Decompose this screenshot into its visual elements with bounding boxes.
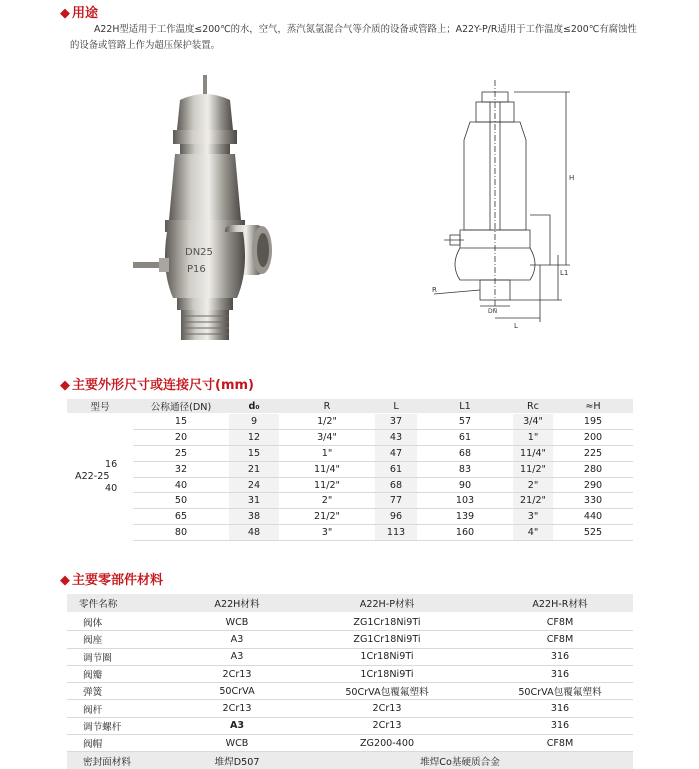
table-cell: 50: [133, 493, 229, 509]
table-cell: CF8M: [487, 613, 633, 631]
usage-text-line2: 的设备或管路上作为超压保护装置。: [70, 40, 221, 51]
table-cell: 200: [553, 429, 633, 445]
table-cell: 96: [375, 509, 417, 525]
part-name: 调节圈: [67, 648, 187, 665]
table-row: [67, 613, 633, 631]
table-cell: 525: [553, 525, 633, 541]
table-cell: 316: [487, 700, 633, 717]
table-row: [67, 477, 633, 493]
table-row: [67, 631, 633, 648]
table-row: [67, 648, 633, 665]
model-label-line3: 40: [105, 483, 118, 495]
header-r: R: [279, 399, 375, 414]
table-cell: 2Cr13: [287, 717, 487, 734]
drawing-label-dn: DN: [488, 308, 498, 315]
table-cell: 24: [229, 477, 279, 493]
table-cell: 1/2": [279, 414, 375, 430]
dimensions-section-title: [60, 374, 254, 393]
header-model: 型号: [67, 399, 133, 414]
diamond-bullet-icon: ◆: [60, 6, 70, 21]
table-cell: 48: [229, 525, 279, 541]
table-cell: 2": [513, 477, 553, 493]
table-row: [67, 414, 633, 430]
table-cell: A3: [187, 631, 287, 648]
table-cell: ZG200-400: [287, 735, 487, 752]
valve-product-photo: [125, 70, 285, 370]
photo-marking-dn: DN25: [185, 247, 213, 258]
table-cell: 195: [553, 414, 633, 430]
table-row: [67, 717, 633, 734]
table-cell: 316: [487, 648, 633, 665]
part-name: 阀帽: [67, 735, 187, 752]
table-cell: 90: [417, 477, 513, 493]
table-cell: A3: [187, 648, 287, 665]
table-cell: 47: [375, 445, 417, 461]
header-l: L: [375, 399, 417, 414]
valve-technical-drawing: [430, 80, 600, 340]
header-h: ≈H: [553, 399, 633, 414]
table-cell: 43: [375, 429, 417, 445]
diamond-bullet-icon: ◆: [60, 573, 70, 588]
table-cell: 25: [133, 445, 229, 461]
header-l1: L1: [417, 399, 513, 414]
table-cell: 440: [553, 509, 633, 525]
table-cell: 330: [553, 493, 633, 509]
table-cell: 1": [513, 429, 553, 445]
materials-table: [67, 594, 633, 769]
table-cell: 21: [229, 461, 279, 477]
table-cell: CF8M: [487, 631, 633, 648]
table-row: [67, 735, 633, 752]
table-cell: 68: [375, 477, 417, 493]
drawing-label-h: H: [569, 174, 575, 182]
table-cell: 2Cr13: [287, 700, 487, 717]
table-cell: 12: [229, 429, 279, 445]
table-cell: 61: [375, 461, 417, 477]
drawing-label-l: L: [514, 322, 518, 330]
table-cell: 160: [417, 525, 513, 541]
table-row: [67, 445, 633, 461]
header-a22h-r-material: A22H-R材料: [487, 594, 633, 613]
table-cell: 20: [133, 429, 229, 445]
table-cell: 225: [553, 445, 633, 461]
part-name: 调节螺杆: [67, 717, 187, 734]
table-cell: 堆焊Co基硬质合金: [287, 752, 633, 769]
header-rc: Rc: [513, 399, 553, 414]
table-cell: 77: [375, 493, 417, 509]
model-label: [67, 414, 133, 541]
table-cell: 15: [133, 414, 229, 430]
table-cell: 57: [417, 414, 513, 430]
table-row: [67, 461, 633, 477]
table-cell: ZG1Cr18Ni9Ti: [287, 613, 487, 631]
table-cell: 65: [133, 509, 229, 525]
table-cell: 3": [279, 525, 375, 541]
table-cell: 50CrVA包覆氟塑料: [287, 683, 487, 700]
table-cell: 2Cr13: [187, 665, 287, 682]
table-cell: 68: [417, 445, 513, 461]
materials-section-title: [60, 569, 163, 588]
table-cell: 3/4": [513, 414, 553, 430]
table-cell: 316: [487, 717, 633, 734]
part-name: 密封面材料: [67, 752, 187, 769]
table-cell: 21/2": [513, 493, 553, 509]
table-cell: 3/4": [279, 429, 375, 445]
table-row: [67, 509, 633, 525]
table-cell: 11/4": [279, 461, 375, 477]
dimensions-header-row: [67, 399, 633, 414]
table-cell: 80: [133, 525, 229, 541]
table-cell: 50CrVA: [187, 683, 287, 700]
table-cell: 83: [417, 461, 513, 477]
table-row: [67, 429, 633, 445]
table-cell: 113: [375, 525, 417, 541]
table-row-sealing-material: [67, 752, 633, 769]
photo-marking-pressure: P16: [187, 264, 206, 275]
table-cell: 31: [229, 493, 279, 509]
table-cell: 3": [513, 509, 553, 525]
table-cell: 堆焊D507: [187, 752, 287, 769]
table-cell: 316: [487, 665, 633, 682]
table-cell: 11/2": [513, 461, 553, 477]
header-part-name: 零件名称: [67, 594, 187, 613]
table-cell: 290: [553, 477, 633, 493]
table-cell: 1": [279, 445, 375, 461]
part-name: 阀座: [67, 631, 187, 648]
table-cell: 50CrVA包覆氟塑料: [487, 683, 633, 700]
table-cell: 15: [229, 445, 279, 461]
table-cell: 139: [417, 509, 513, 525]
materials-title-text: 主要零部件材料: [72, 573, 164, 588]
table-cell: 2Cr13: [187, 700, 287, 717]
table-cell: 103: [417, 493, 513, 509]
table-cell: 11/4": [513, 445, 553, 461]
table-cell: A3: [187, 717, 287, 734]
usage-title-text: 用途: [72, 6, 99, 21]
part-name: 弹簧: [67, 683, 187, 700]
dimensions-table: [67, 399, 633, 541]
table-row: [67, 700, 633, 717]
table-row: [67, 683, 633, 700]
table-cell: 11/2": [279, 477, 375, 493]
model-label-line2: A22-25: [75, 471, 110, 483]
drawing-label-l1: L1: [560, 269, 569, 277]
dimensions-title-text: 主要外形尺寸或连接尺寸(mm): [72, 378, 254, 393]
header-a22h-material: A22H材料: [187, 594, 287, 613]
table-row: [67, 525, 633, 541]
part-name: 阀杆: [67, 700, 187, 717]
usage-section-title: [60, 2, 98, 21]
usage-text-line1: A22H型适用于工作温度≤200℃的水，空气，蒸汽氮氩混合气等介质的设备或管路上；A22Y-P/R适用于工作温度≤200℃有腐蚀性: [94, 24, 637, 35]
usage-description: [70, 22, 660, 54]
table-cell: 38: [229, 509, 279, 525]
table-cell: 2": [279, 493, 375, 509]
table-cell: 32: [133, 461, 229, 477]
table-cell: ZG1Cr18Ni9Ti: [287, 631, 487, 648]
diamond-bullet-icon: ◆: [60, 378, 70, 393]
part-name: 阀瓣: [67, 665, 187, 682]
part-name: 阀体: [67, 613, 187, 631]
table-cell: 21/2": [279, 509, 375, 525]
table-cell: 9: [229, 414, 279, 430]
table-cell: 1Cr18Ni9Ti: [287, 648, 487, 665]
table-cell: 4": [513, 525, 553, 541]
model-label-line1: 16: [105, 459, 118, 471]
table-cell: 280: [553, 461, 633, 477]
table-row: [67, 493, 633, 509]
table-cell: 1Cr18Ni9Ti: [287, 665, 487, 682]
table-row: [67, 665, 633, 682]
table-cell: 40: [133, 477, 229, 493]
table-cell: WCB: [187, 613, 287, 631]
table-cell: WCB: [187, 735, 287, 752]
drawing-label-r: R: [432, 286, 437, 294]
table-cell: 37: [375, 414, 417, 430]
header-d0: d₀: [229, 399, 279, 414]
header-nominal-diameter: 公称通径(DN): [133, 399, 229, 414]
header-a22h-p-material: A22H-P材料: [287, 594, 487, 613]
table-cell: 61: [417, 429, 513, 445]
table-cell: CF8M: [487, 735, 633, 752]
materials-header-row: [67, 594, 633, 613]
